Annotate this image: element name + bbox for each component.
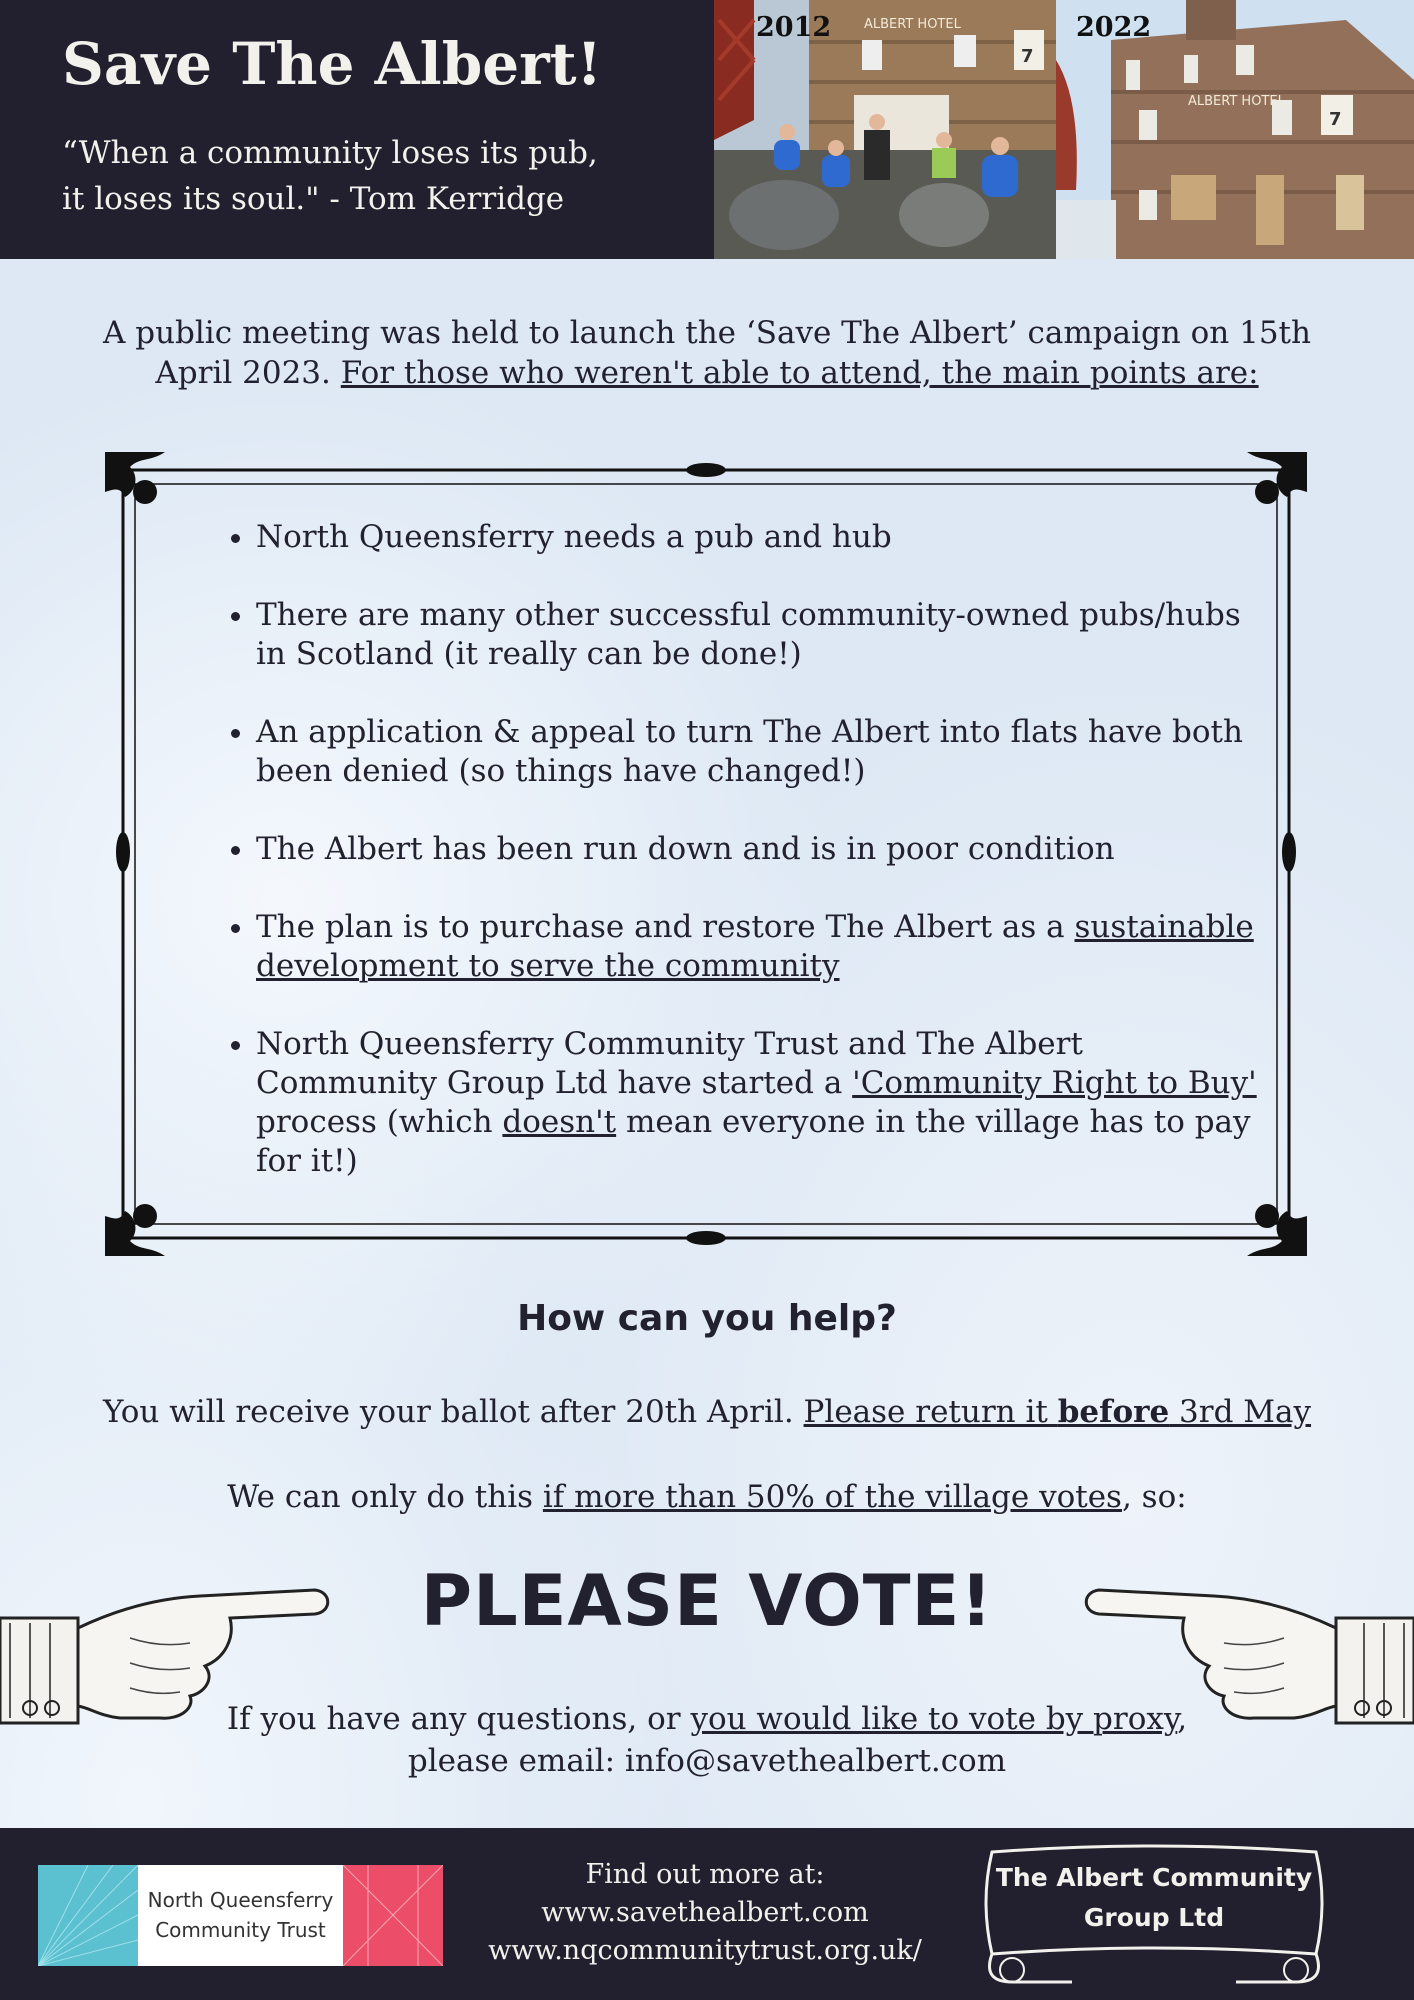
quote [62, 130, 598, 222]
svg-text:7: 7 [1021, 46, 1034, 67]
list-item: • There are many other successful community-owned pubs/hubs in Scotland (it really can be done!) [256, 596, 1266, 674]
year-label-2012: 2012 [756, 12, 832, 43]
main-points-list [220, 518, 1266, 1220]
intro-underlined: For those who weren't able to attend, the main points are: [340, 355, 1259, 391]
albert-group-scroll-logo [972, 1842, 1336, 1990]
quote-line-2: it loses its soul." - Tom Kerridge [62, 181, 565, 217]
list-item: • North Queensferry needs a pub and hub [256, 518, 1266, 557]
intro-text: A public meeting was held to launch the ‘Save The Albert’ campaign on 15th April 2023. [103, 315, 1311, 391]
ballot-line: You will receive your ballot after 20th April. Please return it before 3rd May [102, 1394, 1312, 1430]
photo-2022 [1056, 0, 1414, 259]
help-heading: How can you help? [517, 1298, 897, 1339]
page-title: Save The Albert! [62, 30, 602, 98]
quote-line-1: “When a community loses its pub, [62, 135, 598, 171]
group-name: The Albert Community Group Ltd [995, 1863, 1313, 1932]
url-nqcommunitytrust[interactable]: www.nqcommunitytrust.org.uk/ [488, 1935, 922, 1966]
hotel-sign-2012: ALBERT HOTEL [864, 17, 961, 32]
header-band [0, 0, 1414, 259]
contact-paragraph: If you have any questions, or you would like to vote by proxy, please email: info@savethealbert.com [226, 1701, 1188, 1779]
nqct-logo [38, 1865, 443, 1966]
find-out-label: Find out more at: [585, 1859, 825, 1890]
please-vote-heading: PLEASE VOTE! [420, 1560, 994, 1642]
year-label-2022: 2022 [1076, 12, 1152, 43]
list-item: • North Queensferry Community Trust and The Albert Community Group Ltd have started a 'Community Right to Buy' process (which doesn't mean everyone in the village has to pay for it!) [256, 1025, 1266, 1181]
svg-text:7: 7 [1329, 109, 1342, 130]
list-item: • The plan is to purchase and restore The Albert as a sustainable development to serve the community [256, 908, 1266, 986]
logo-text: North Queensferry Community Trust [147, 1888, 334, 1942]
votes-line: We can only do this if more than 50% of the village votes, so: [227, 1479, 1187, 1515]
find-out-more [480, 1856, 930, 1970]
hotel-sign-2022: ALBERT HOTEL [1188, 94, 1285, 109]
list-item: • An application & appeal to turn The Albert into flats have both been denied (so things have changed!) [256, 713, 1266, 791]
intro-paragraph [100, 313, 1314, 393]
url-savethealbert[interactable]: www.savethealbert.com [541, 1897, 869, 1928]
photo-2012 [714, 0, 1056, 259]
list-item: • The Albert has been run down and is in poor condition [256, 830, 1266, 869]
